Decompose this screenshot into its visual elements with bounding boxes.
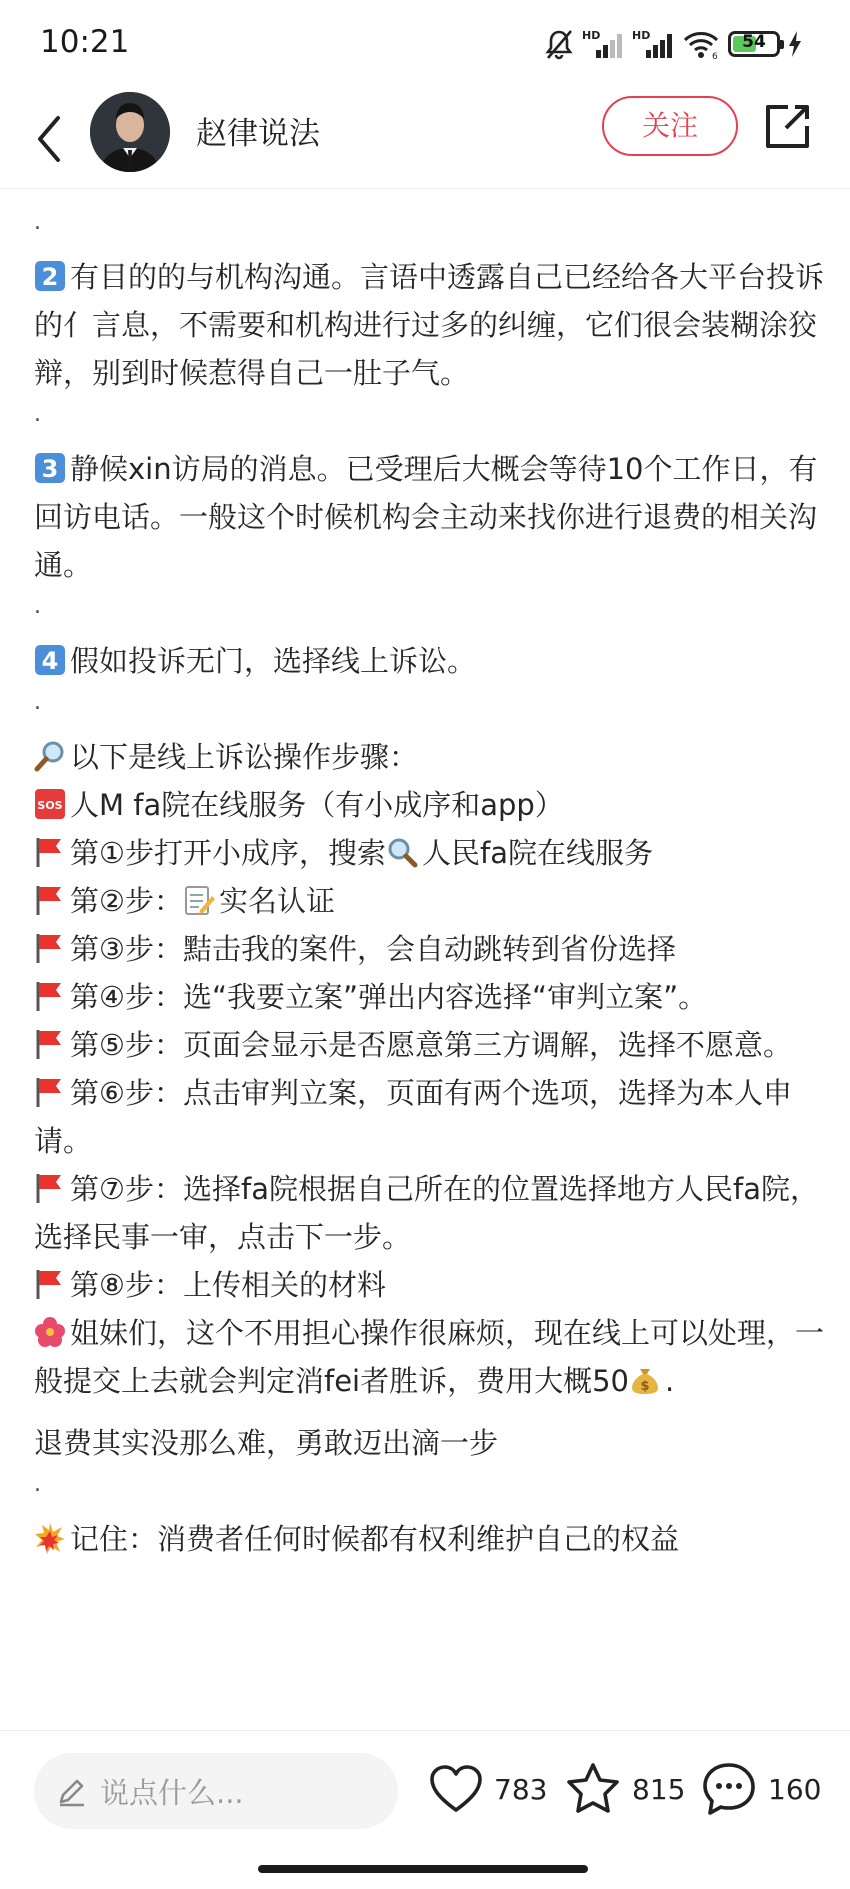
red-flag-icon [34,980,64,1012]
battery-icon [728,31,780,57]
svg-text:SOS: SOS [37,799,63,812]
step-2-text-a: 第②步： [70,884,183,918]
search-icon [386,836,418,868]
post-body [34,205,824,1563]
step-7-text: 第⑦步：选择fa院根据自己所在的位置选择地方人民fa院，选择民事一审，点击下一步。 [34,1172,819,1254]
svg-text:6: 6 [712,52,718,60]
back-arrow-icon[interactable] [26,106,76,170]
mute-bell-icon [544,28,574,60]
hibiscus-icon [34,1316,66,1348]
separator-dot: . [34,210,41,235]
svg-text:4: 4 [41,647,59,675]
magnifier-icon [34,740,66,772]
home-indicator[interactable] [258,1865,588,1873]
step-6 [34,1069,824,1165]
closing-line: 退费其实没那么难，勇敢迈出滴一步 [34,1426,499,1460]
svg-text:$: $ [640,1379,650,1394]
step-4 [34,973,824,1021]
red-flag-icon [34,884,64,916]
step-4-text: 第④步：选“我要立案”弹出内容选择“审判立案”。 [70,980,708,1014]
paragraph-2-text: 有目的的与机构沟通。言语中透露自己已经给各大平台投诉的亻言息，不需要和机构进行过多的纠缠，它们很会装糊涂狡辩，别到时候惹得自己一肚子气。 [34,260,825,390]
comment-bubble-icon [700,1761,758,1817]
remember-text: 记住：消费者任何时候都有权利维护自己的权益 [70,1522,680,1556]
svg-text:HD: HD [582,29,601,42]
signal-hd-icon-1 [582,28,624,60]
step-5 [34,1021,824,1069]
paragraph-4 [34,637,824,685]
step-6-text: 第⑥步：点击审判立案，页面有两个选项，选择为本人申请。 [34,1076,792,1158]
money-bag-icon [629,1364,661,1396]
favorite-count: 815 [632,1772,686,1806]
wifi-icon [682,28,720,60]
keycap-2-icon [34,260,66,292]
star-icon [564,1761,622,1817]
steps-intro-text: 以下是线上诉讼操作步骤： [70,740,419,774]
heart-icon [428,1764,484,1814]
remember-line [34,1515,824,1563]
red-flag-icon [34,1172,64,1204]
sisters-paragraph [34,1309,824,1405]
step-3-text: 第③步：黠击我的案件，会自动跳转到省份选择 [70,932,676,966]
comment-placeholder: 说点什么... [100,1776,244,1810]
step-8 [34,1261,824,1309]
step-3 [34,925,824,973]
comment-input[interactable] [34,1753,398,1829]
sos-icon [34,788,66,820]
charging-bolt-icon [788,31,802,57]
sisters-text: 姐妹们，这个不用担心操作很麻烦，现在线上可以处理，一般提交上去就会判定消fei者胜诉，费用大概50 [34,1316,825,1398]
follow-button[interactable]: 关注 [602,96,738,156]
sisters-text-end: . [665,1364,675,1398]
red-flag-icon [34,1076,64,1108]
separator-dot: . [34,594,41,619]
keycap-3-icon [34,452,66,484]
paragraph-3 [34,445,824,589]
signal-hd-icon-2 [632,28,674,60]
memo-icon [183,884,215,916]
red-flag-icon [34,932,64,964]
status-bar [0,0,850,92]
comment-count: 160 [768,1772,822,1806]
step-7 [34,1165,824,1261]
author-name[interactable]: 赵律说法 [196,116,320,152]
author-avatar[interactable] [90,92,170,172]
red-flag-icon [34,836,64,868]
separator-dot: . [34,402,41,427]
keycap-4-icon [34,644,66,676]
status-icons [544,26,802,62]
favorite-button[interactable] [564,1759,685,1819]
separator-dot: . [34,690,41,715]
svg-text:3: 3 [41,455,59,483]
share-icon[interactable] [762,102,812,152]
pen-icon [56,1775,88,1807]
status-time: 10:21 [40,24,130,60]
avatar-portrait-icon [90,92,170,172]
post-header [0,92,850,189]
step-1-text-a: 第①步打开小成序，搜索 [70,836,386,870]
step-1-text-b: 人民fa院在线服务 [422,836,653,870]
sos-line-text: 人M fa院在线服务（有小成序和app） [70,788,564,822]
bottom-action-bar [0,1730,850,1841]
red-flag-icon [34,1268,64,1300]
svg-text:HD: HD [632,29,651,42]
separator-dot: . [34,1472,41,1497]
sos-line [34,781,824,829]
svg-text:2: 2 [41,263,59,291]
step-8-text: 第⑧步：上传相关的材料 [70,1268,386,1302]
like-count: 783 [494,1772,548,1806]
step-5-text: 第⑤步：页面会显示是否愿意第三方调解，选择不愿意。 [70,1028,792,1062]
battery-level: 54 [742,32,766,52]
steps-intro [34,733,824,781]
spacer [34,1405,824,1419]
step-1 [34,829,824,877]
step-2-text-b: 实名认证 [219,884,336,918]
paragraph-2 [34,253,824,397]
comment-button[interactable] [700,1759,821,1819]
step-2 [34,877,824,925]
like-button[interactable] [428,1759,547,1819]
paragraph-3-text: 静候xin访局的消息。已受理后大概会等待10个工作日，有回访电话。一般这个时候机构会主动来找你进行退费的相关沟通。 [34,452,818,582]
red-flag-icon [34,1028,64,1060]
paragraph-4-text: 假如投诉无门，选择线上诉讼。 [70,644,477,678]
collision-icon [34,1522,66,1554]
